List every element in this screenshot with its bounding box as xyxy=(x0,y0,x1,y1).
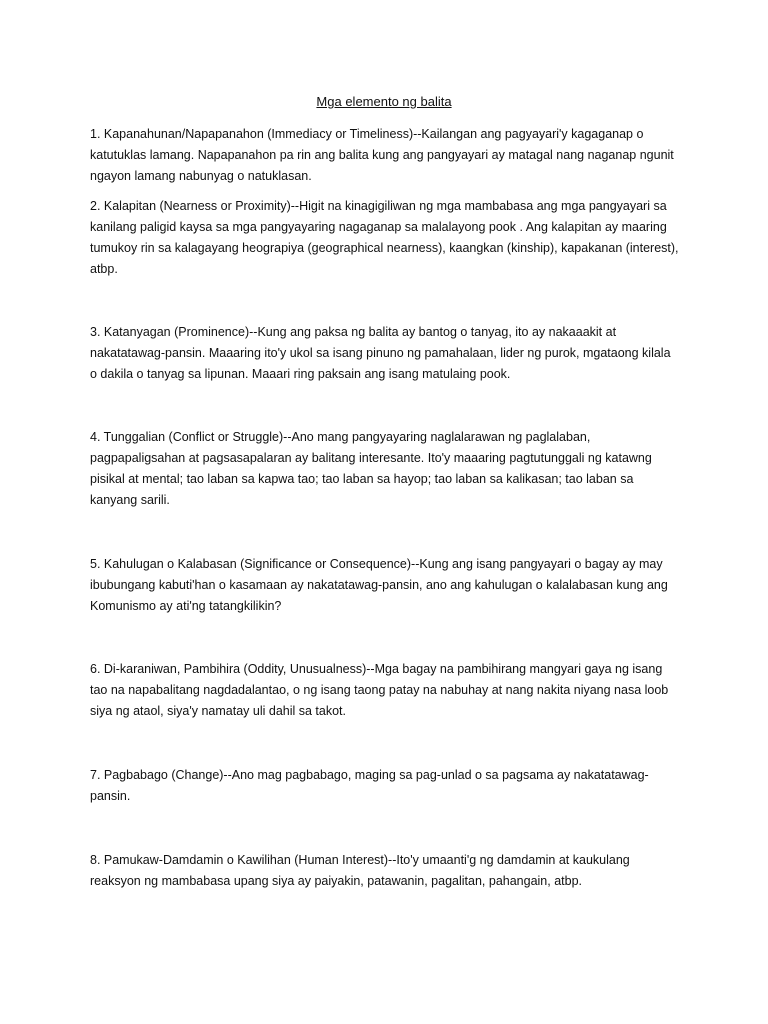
paragraph-4: 4. Tunggalian (Conflict or Struggle)--Ano mang pangyayaring naglalarawan ng paglalaban, pagpapaligsahan at pagsasapalaran ay balitang interesante. Ito'y maaaring pagtutunggali ng katawng pisikal at mental; tao laban sa kapwa tao; tao laban sa hayop; tao laban sa kalikasan; tao laban sa kanyang sarili. xyxy=(90,430,652,507)
paragraph-6: 6. Di-karaniwan, Pambihira (Oddity, Unusualness)--Mga bagay na pambihirang mangyari gaya ng isang tao na napabalitang nagdadalantao, o ng isang taong patay na nabuhay at nang nakita niyang nasa loob siya ng ataol, siya'y namatay uli dahil sa takot. xyxy=(90,662,669,718)
paragraph-1: 1. Kapanahunan/Napapanahon (Immediacy or Timeliness)--Kailangan ang pagyayari'y kagaganap o katutuklas lamang. Napapanahon pa rin ang balita kung ang pangyayari ay matagal nang naganap ngunit ngayon lamang nabunyag o natuklasan. xyxy=(90,127,674,183)
paragraph-7: 7. Pagbabago (Change)--Ano mag pagbabago, maging sa pag-unlad o sa pagsama ay nakatatawag-pansin. xyxy=(90,768,649,803)
paragraph-5: 5. Kahulugan o Kalabasan (Significance or Consequence)--Kung ang isang pangyayari o bagay ay may ibubungang kabuti'han o kasamaan ay nakatatawag-pansin, ano ang kahulugan o kalalabasan kung ang Komunismo ay ati'ng tatangkilikin? xyxy=(90,557,668,613)
paragraph-3: 3. Katanyagan (Prominence)--Kung ang paksa ng balita ay bantog o tanyag, ito ay nakaaakit at nakatatawag-pansin. Maaaring ito'y ukol sa isang pinuno ng pamahalaan, lider ng purok, mgataong kilala o dakila o tanyag sa lipunan. Maaari ring paksain ang isang matulaing pook. xyxy=(90,325,671,381)
paragraph-2: 2. Kalapitan (Nearness or Proximity)--Higit na kinagigiliwan ng mga mambabasa ang mga pangyayari sa kanilang paligid kaysa sa mga pangyayaring nagaganap sa malalayong pook . Ang kalapitan ay maaring tumukoy rin sa kalagayang heograpiya (geographical nearness), kaangkan (kinship), kapakanan (interest), atbp. xyxy=(90,199,679,276)
paragraph-8: 8. Pamukaw-Damdamin o Kawilihan (Human Interest)--Ito'y umaanti'g ng damdamin at kaukulang reaksyon ng mambabasa upang siya ay paiyakin, patawanin, pagalitan, pahangain, atbp. xyxy=(90,853,630,888)
document-title: Mga elemento ng balita xyxy=(316,94,452,109)
